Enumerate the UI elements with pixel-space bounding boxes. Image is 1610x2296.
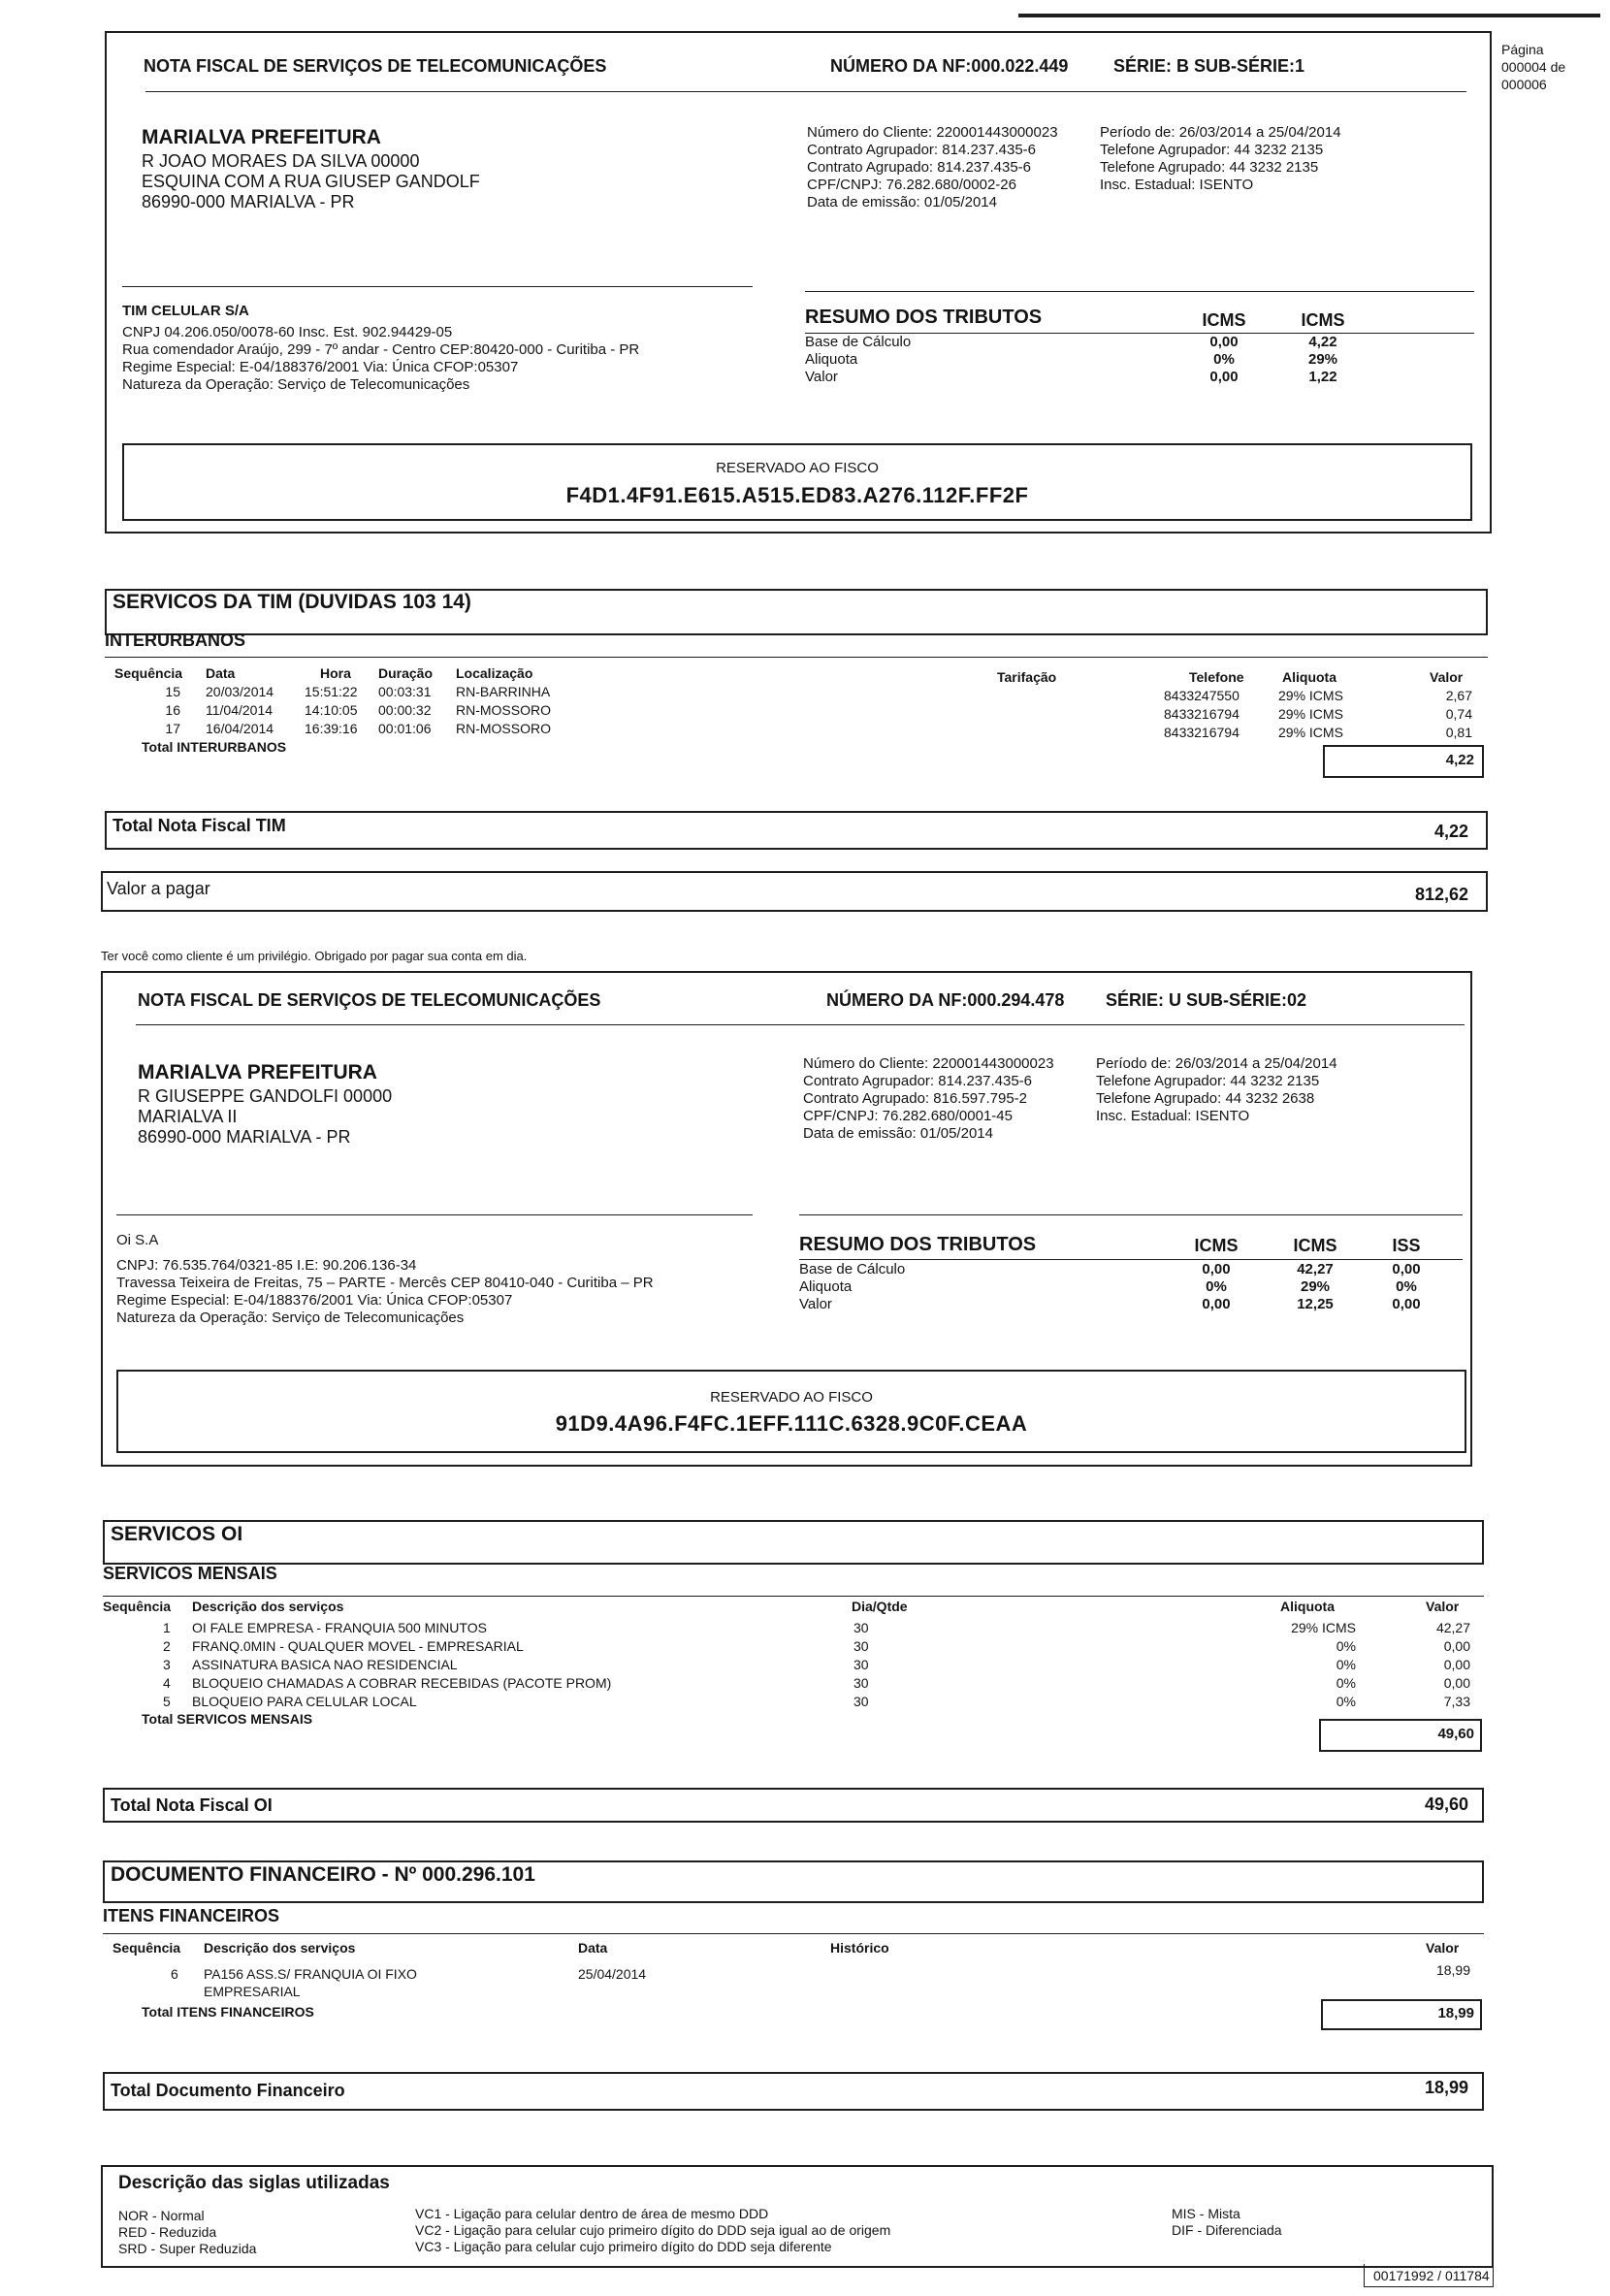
tim-row-time: 16:39:16 <box>305 721 358 736</box>
oi-period: Período de: 26/03/2014 a 25/04/2014 <box>1096 1055 1337 1072</box>
oi-services-title-box <box>103 1520 1484 1565</box>
oi-row-desc: ASSINATURA BASICA NAO RESIDENCIAL <box>192 1657 458 1672</box>
acronym-item: VC2 - Ligação para celular cujo primeiro dígito do DDD seja igual ao de origem <box>415 2222 891 2238</box>
oi-header-rate: Aliquota <box>1280 1599 1335 1614</box>
oi-table-header-line <box>103 1596 1484 1597</box>
oi-row-rate: 0% <box>1336 1657 1356 1672</box>
oi-tax-col2-rate: 29% <box>1300 1278 1331 1295</box>
oi-row-value: 42,27 <box>1435 1620 1470 1635</box>
tim-fisco-box <box>122 443 1472 521</box>
page-value: 000004 de <box>1501 59 1566 75</box>
oi-client-info-left <box>803 1055 1054 1143</box>
oi-cnpj: CPF/CNPJ: 76.282.680/0001-45 <box>803 1108 1013 1124</box>
tim-header-date: Data <box>206 665 236 681</box>
acronym-item: RED - Reduzida <box>118 2224 217 2240</box>
acronyms-col3 <box>1172 2206 1282 2239</box>
tim-row-value: 0,81 <box>1445 725 1472 740</box>
oi-phone-grouped: Telefone Agrupado: 44 3232 2638 <box>1096 1090 1315 1107</box>
tim-header-location: Localização <box>456 665 533 681</box>
tim-header-tariff: Tarifação <box>997 669 1057 685</box>
tim-header-phone: Telefone <box>1189 669 1244 685</box>
oi-client-info-right <box>1096 1055 1337 1125</box>
acronym-item: VC1 - Ligação para celular dentro de área de mesmo DDD <box>415 2206 769 2221</box>
table-row <box>0 1638 1610 1657</box>
oi-taxes-divider <box>799 1214 1463 1215</box>
tim-row-phone: 8433216794 <box>1164 725 1240 740</box>
tim-header-value: Valor <box>1430 669 1464 685</box>
page-label: Página <box>1501 42 1544 57</box>
tim-table-header-line <box>105 657 1488 658</box>
oi-row-rate: 0% <box>1336 1694 1356 1709</box>
oi-total-value: 49,60 <box>1424 1795 1468 1814</box>
oi-phone-group: Telefone Agrupador: 44 3232 2135 <box>1096 1073 1320 1089</box>
table-row <box>0 1657 1610 1675</box>
tim-row-location: RN-BARRINHA <box>456 684 551 699</box>
oi-issuer-name: Oi S.A <box>116 1232 159 1248</box>
oi-issuer-divider <box>116 1214 753 1215</box>
table-row <box>0 1694 1610 1712</box>
tim-table-header <box>0 665 1610 684</box>
financial-row-value: 18,99 <box>1435 1962 1470 1978</box>
tim-header-duration: Duração <box>378 665 434 681</box>
oi-address-line: 86990-000 MARIALVA - PR <box>138 1127 351 1147</box>
tim-row-date: 11/04/2014 <box>206 702 274 718</box>
oi-row-value: 0,00 <box>1443 1638 1470 1654</box>
tim-row-date: 16/04/2014 <box>206 721 274 736</box>
tim-client-info-right <box>1100 124 1341 194</box>
tim-header-seq: Sequência <box>114 665 183 681</box>
tim-tax-value-label: Valor <box>805 369 838 385</box>
acronym-item: NOR - Normal <box>118 2208 205 2223</box>
financial-header-desc: Descrição dos serviços <box>204 1940 356 1956</box>
financial-subtotal-value: 18,99 <box>1437 2005 1474 2021</box>
oi-row-seq: 4 <box>163 1675 171 1691</box>
tim-row-time: 15:51:22 <box>305 684 358 699</box>
acronym-item: DIF - Diferenciada <box>1172 2222 1282 2238</box>
oi-row-qty: 30 <box>853 1620 869 1635</box>
tim-tax-col2-rate: 29% <box>1307 351 1338 368</box>
tim-row-value: 2,67 <box>1445 688 1472 703</box>
amount-due-value: 812,62 <box>1414 885 1468 904</box>
tim-row-seq: 16 <box>165 702 180 718</box>
tim-subtotal-label: Total INTERURBANOS <box>142 739 287 755</box>
oi-address-line: MARIALVA II <box>138 1107 238 1126</box>
financial-header-seq: Sequência <box>113 1940 181 1956</box>
oi-tax-col1-value: 0,00 <box>1202 1296 1231 1312</box>
tim-series: SÉRIE: B SUB-SÉRIE:1 <box>1113 56 1305 76</box>
oi-issuer-line: Regime Especial: E-04/188376/2001 Via: Única CFOP:05307 <box>116 1292 513 1309</box>
financial-header-date: Data <box>578 1940 608 1956</box>
tim-row-seq: 17 <box>165 721 180 736</box>
tim-tax-col1-rate: 0% <box>1213 351 1235 368</box>
oi-tax-col3-value: 0,00 <box>1392 1296 1421 1312</box>
tim-total-label: Total Nota Fiscal TIM <box>113 816 286 835</box>
oi-tax-rate-label: Aliquota <box>799 1278 853 1295</box>
oi-services-subtitle: SERVICOS MENSAIS <box>103 1564 277 1583</box>
oi-customer-name: MARIALVA PREFEITURA <box>138 1061 377 1083</box>
tim-tax-col2-base: 4,22 <box>1308 334 1337 350</box>
oi-row-qty: 30 <box>853 1694 869 1709</box>
acronym-item: VC3 - Ligação para celular cujo primeiro dígito do DDD seja diferente <box>415 2239 832 2254</box>
oi-services-title: SERVICOS OI <box>111 1523 243 1545</box>
financial-header-value: Valor <box>1426 1940 1460 1956</box>
oi-tax-col1-header: ICMS <box>1194 1236 1239 1255</box>
tim-total-value: 4,22 <box>1433 822 1468 841</box>
oi-address-line: R GIUSEPPE GANDOLFI 00000 <box>138 1086 393 1106</box>
oi-series: SÉRIE: U SUB-SÉRIE:02 <box>1106 990 1307 1010</box>
oi-issue-date: Data de emissão: 01/05/2014 <box>803 1125 993 1142</box>
oi-subtotal-value: 49,60 <box>1437 1726 1474 1742</box>
table-row <box>0 702 1610 721</box>
oi-tax-col3-header: ISS <box>1392 1236 1421 1255</box>
oi-issuer-line: CNPJ: 76.535.764/0321-85 I.E: 90.206.136-34 <box>116 1257 417 1274</box>
tim-issue-date: Data de emissão: 01/05/2014 <box>807 194 997 210</box>
tim-row-value: 0,74 <box>1445 706 1472 722</box>
acronyms-col1 <box>118 2208 256 2257</box>
table-row <box>0 1675 1610 1694</box>
tim-row-duration: 00:00:32 <box>378 702 432 718</box>
tim-fisco-code: F4D1.4F91.E615.A515.ED83.A276.112F.FF2F <box>565 483 1029 507</box>
tim-tax-col1-values <box>1185 334 1263 386</box>
acronyms-col2 <box>415 2206 890 2255</box>
tim-tax-col2-values <box>1284 334 1362 386</box>
oi-tax-col2-values <box>1276 1261 1354 1313</box>
oi-issuer-line: Travessa Teixeira de Freitas, 75 – PARTE - Mercês CEP 80410-040 - Curitiba – PR <box>116 1275 654 1291</box>
tim-tax-col2-value: 1,22 <box>1308 369 1337 385</box>
amount-due-label: Valor a pagar <box>107 879 210 898</box>
tim-issuer-line: CNPJ 04.206.050/0078-60 Insc. Est. 902.94429-05 <box>122 324 453 340</box>
oi-tax-col2-value: 12,25 <box>1297 1296 1334 1312</box>
oi-tax-col3-rate: 0% <box>1396 1278 1417 1295</box>
tim-doc-title: NOTA FISCAL DE SERVIÇOS DE TELECOMUNICAÇÕES <box>144 56 607 76</box>
tim-address-line: 86990-000 MARIALVA - PR <box>142 192 355 211</box>
tim-header-time: Hora <box>320 665 351 681</box>
oi-row-desc: FRANQ.0MIN - QUALQUER MOVEL - EMPRESARIAL <box>192 1638 524 1654</box>
oi-row-qty: 30 <box>853 1675 869 1691</box>
oi-taxes-title: RESUMO DOS TRIBUTOS <box>799 1234 1037 1255</box>
tim-tax-col2-header: ICMS <box>1301 310 1345 330</box>
table-row <box>0 684 1610 702</box>
tim-issuer-line: Rua comendador Araújo, 299 - 7º andar - Centro CEP:80420-000 - Curitiba - PR <box>122 341 640 358</box>
tim-state-registration: Insc. Estadual: ISENTO <box>1100 177 1254 193</box>
oi-client-number: Número do Cliente: 220001443000023 <box>803 1055 1054 1072</box>
page-total: 000006 <box>1501 77 1547 92</box>
tim-contract-grouped: Contrato Agrupado: 814.237.435-6 <box>807 159 1032 176</box>
oi-issuer-line: Natureza da Operação: Serviço de Telecomunicações <box>116 1310 465 1326</box>
tim-row-date: 20/03/2014 <box>206 684 274 699</box>
tim-row-location: RN-MOSSORO <box>456 721 551 736</box>
amount-due-box <box>101 871 1488 912</box>
tim-header-rate: Aliquota <box>1282 669 1336 685</box>
tim-tax-base-label: Base de Cálculo <box>805 334 912 350</box>
thanks-message: Ter você como cliente é um privilégio. Obrigado por pagar sua conta em dia. <box>101 949 528 963</box>
oi-tax-col1-base: 0,00 <box>1202 1261 1231 1277</box>
tim-row-rate: 29% ICMS <box>1278 706 1343 722</box>
tim-row-time: 14:10:05 <box>305 702 358 718</box>
tim-row-location: RN-MOSSORO <box>456 702 551 718</box>
financial-row-desc-line1: PA156 ASS.S/ FRANQUIA OI FIXO <box>204 1966 417 1982</box>
financial-subtitle: ITENS FINANCEIROS <box>103 1906 280 1925</box>
tim-address-line: ESQUINA COM A RUA GIUSEP GANDOLF <box>142 172 480 191</box>
oi-state-registration: Insc. Estadual: ISENTO <box>1096 1108 1250 1124</box>
tim-issuer-line: Natureza da Operação: Serviço de Telecomunicações <box>122 376 470 393</box>
oi-header-value: Valor <box>1426 1599 1460 1614</box>
oi-contract-grouped: Contrato Agrupado: 816.597.795-2 <box>803 1090 1028 1107</box>
oi-tax-col3-base: 0,00 <box>1392 1261 1421 1277</box>
oi-tax-value-label: Valor <box>799 1296 832 1312</box>
acronyms-title: Descrição das siglas utilizadas <box>118 2173 390 2193</box>
tim-row-phone: 8433247550 <box>1164 688 1240 703</box>
tim-tax-rate-label: Aliquota <box>805 351 858 368</box>
oi-row-seq: 1 <box>163 1620 171 1635</box>
oi-row-rate: 29% ICMS <box>1291 1620 1356 1635</box>
oi-taxes-header-line <box>799 1259 1463 1260</box>
financial-title: DOCUMENTO FINANCEIRO - Nº 000.296.101 <box>111 1863 535 1886</box>
tim-taxes-title: RESUMO DOS TRIBUTOS <box>805 307 1043 328</box>
financial-header-history: Histórico <box>830 1940 889 1956</box>
tim-issuer-line: Regime Especial: E-04/188376/2001 Via: Única CFOP:05307 <box>122 359 519 375</box>
tim-period: Período de: 26/03/2014 a 25/04/2014 <box>1100 124 1341 141</box>
tim-phone-grouped: Telefone Agrupado: 44 3232 2135 <box>1100 159 1319 176</box>
oi-issuer-details <box>116 1257 654 1327</box>
tim-header-divider <box>145 91 1466 92</box>
acronym-item: SRD - Super Reduzida <box>118 2241 257 2256</box>
table-row <box>0 1620 1610 1638</box>
table-row <box>0 721 1610 739</box>
oi-row-seq: 3 <box>163 1657 171 1672</box>
page-indicator <box>1501 41 1565 93</box>
oi-contract-group: Contrato Agrupador: 814.237.435-6 <box>803 1073 1033 1089</box>
oi-fisco-label: RESERVADO AO FISCO <box>710 1389 873 1406</box>
financial-row-desc-line2: EMPRESARIAL <box>204 1984 301 1999</box>
financial-row-seq: 6 <box>171 1966 178 1982</box>
tim-issuer-name: TIM CELULAR S/A <box>122 303 249 319</box>
oi-total-label: Total Nota Fiscal OI <box>111 1795 273 1815</box>
oi-header-divider <box>136 1024 1465 1025</box>
oi-header-qty: Dia/Qtde <box>852 1599 908 1614</box>
oi-tax-col2-header: ICMS <box>1293 1236 1337 1255</box>
tim-issuer-details <box>122 324 639 394</box>
tim-client-number: Número do Cliente: 220001443000023 <box>807 124 1058 141</box>
tim-address-line: R JOAO MORAES DA SILVA 00000 <box>142 151 420 171</box>
financial-row-date: 25/04/2014 <box>578 1966 647 1982</box>
acronym-item: MIS - Mista <box>1172 2206 1240 2221</box>
oi-row-desc: OI FALE EMPRESA - FRANQUIA 500 MINUTOS <box>192 1620 487 1635</box>
financial-total-label: Total Documento Financeiro <box>111 2081 345 2100</box>
tim-phone-group: Telefone Agrupador: 44 3232 2135 <box>1100 142 1324 158</box>
oi-total-box <box>103 1788 1484 1823</box>
oi-row-seq: 5 <box>163 1694 171 1709</box>
tim-nf-number: NÚMERO DA NF:000.022.449 <box>830 56 1069 76</box>
table-row <box>0 1962 1610 2003</box>
financial-table-header <box>0 1940 1610 1958</box>
tim-services-title: SERVICOS DA TIM (DUVIDAS 103 14) <box>113 591 471 613</box>
oi-row-rate: 0% <box>1336 1638 1356 1654</box>
oi-tax-base-label: Base de Cálculo <box>799 1261 906 1277</box>
tim-row-duration: 00:03:31 <box>378 684 432 699</box>
oi-nf-number: NÚMERO DA NF:000.294.478 <box>826 990 1065 1010</box>
oi-row-desc: BLOQUEIO CHAMADAS A COBRAR RECEBIDAS (PACOTE PROM) <box>192 1675 612 1691</box>
oi-taxes-row-labels <box>799 1261 905 1313</box>
tim-taxes-divider <box>805 291 1474 292</box>
tim-fisco-label: RESERVADO AO FISCO <box>716 460 879 476</box>
oi-row-value: 0,00 <box>1443 1657 1470 1672</box>
tim-customer-address <box>142 151 480 212</box>
tim-row-phone: 8433216794 <box>1164 706 1240 722</box>
tim-services-subtitle: INTERURBANOS <box>105 631 246 650</box>
oi-row-qty: 30 <box>853 1657 869 1672</box>
tim-subtotal-value: 4,22 <box>1445 752 1474 768</box>
oi-row-value: 0,00 <box>1443 1675 1470 1691</box>
oi-row-seq: 2 <box>163 1638 171 1654</box>
tim-customer-name: MARIALVA PREFEITURA <box>142 126 381 148</box>
oi-fisco-code: 91D9.4A96.F4FC.1EFF.111C.6328.9C0F.CEAA <box>555 1411 1028 1436</box>
tim-row-rate: 29% ICMS <box>1278 725 1343 740</box>
tim-taxes-row-labels <box>805 334 911 386</box>
tim-row-duration: 00:01:06 <box>378 721 432 736</box>
oi-tax-col2-base: 42,27 <box>1297 1261 1334 1277</box>
tim-contract-group: Contrato Agrupador: 814.237.435-6 <box>807 142 1037 158</box>
tim-total-box <box>105 811 1488 850</box>
oi-tax-col1-rate: 0% <box>1206 1278 1227 1295</box>
financial-total-value: 18,99 <box>1424 2078 1468 2097</box>
oi-table <box>0 1599 1610 1734</box>
tim-tax-col1-value: 0,00 <box>1209 369 1239 385</box>
oi-customer-address <box>138 1086 392 1148</box>
oi-tax-col3-values <box>1368 1261 1445 1313</box>
oi-row-value: 7,33 <box>1443 1694 1470 1709</box>
oi-row-desc: BLOQUEIO PARA CELULAR LOCAL <box>192 1694 417 1709</box>
tim-row-seq: 15 <box>165 684 180 699</box>
tim-cnpj: CPF/CNPJ: 76.282.680/0002-26 <box>807 177 1016 193</box>
oi-header-desc: Descrição dos serviços <box>192 1599 344 1614</box>
tim-client-info-left <box>807 124 1058 211</box>
oi-row-rate: 0% <box>1336 1675 1356 1691</box>
top-edge-line <box>1018 14 1600 17</box>
oi-tax-col1-values <box>1177 1261 1255 1313</box>
financial-subtotal-label: Total ITENS FINANCEIROS <box>142 2004 314 2020</box>
oi-doc-title: NOTA FISCAL DE SERVIÇOS DE TELECOMUNICAÇÕES <box>138 990 601 1010</box>
financial-table-header-line <box>103 1933 1484 1934</box>
oi-table-header <box>0 1599 1610 1617</box>
tim-issuer-divider <box>122 286 753 287</box>
tim-tax-col1-header: ICMS <box>1202 310 1246 330</box>
tim-row-rate: 29% ICMS <box>1278 688 1343 703</box>
oi-header-seq: Sequência <box>103 1599 172 1614</box>
oi-row-qty: 30 <box>853 1638 869 1654</box>
oi-subtotal-label: Total SERVICOS MENSAIS <box>142 1711 313 1727</box>
footer-code: 00171992 / 011784 <box>1373 2268 1490 2283</box>
tim-tax-col1-base: 0,00 <box>1209 334 1239 350</box>
